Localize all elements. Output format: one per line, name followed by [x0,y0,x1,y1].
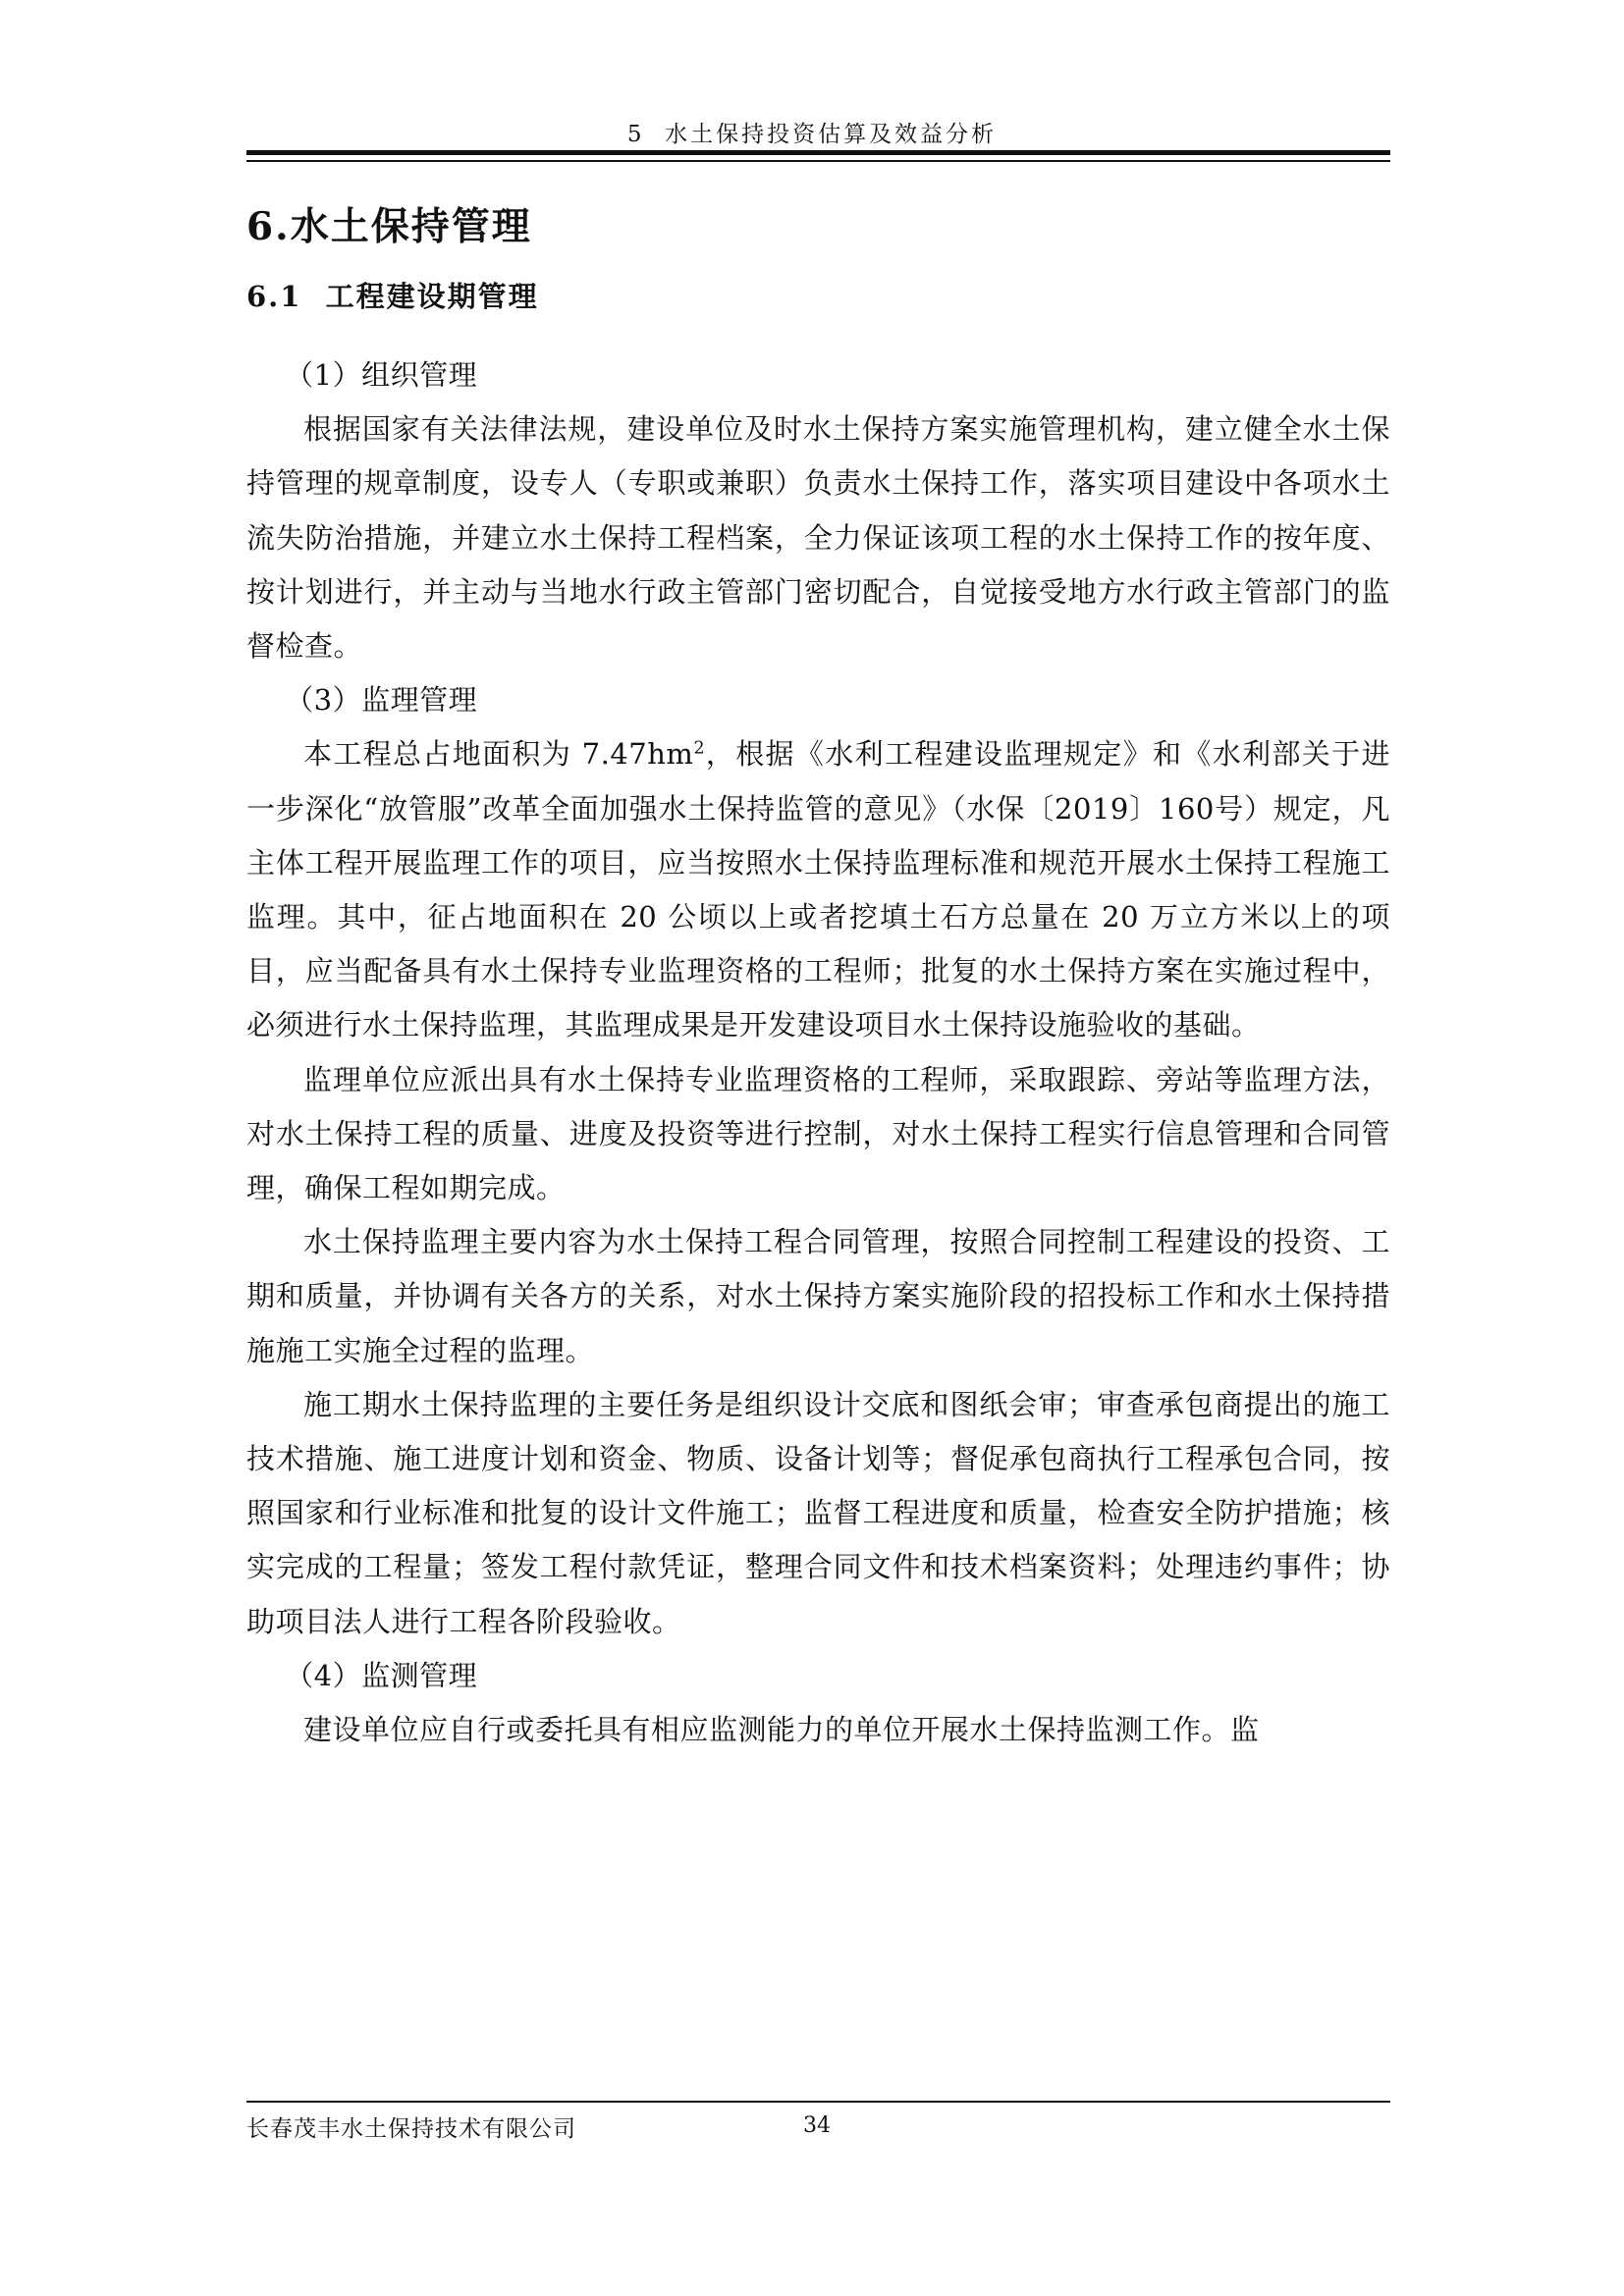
footer-company-name: 长春茂丰水土保持技术有限公司 [246,2116,576,2142]
header-chapter-title: 5 水土保持投资估算及效益分析 [626,122,998,147]
paragraph-monitoring-heading: （4）监测管理 [285,1658,478,1692]
paragraph-supervision-area [246,727,1390,1052]
area-text: 本工程总占地面积为 7.47hm [303,737,694,772]
document-body [246,348,1390,1757]
section-title: 6.水土保持管理 [246,204,532,249]
page-number: 34 [803,2113,831,2138]
paragraph-org-management: 根据国家有关法律法规，建设单位及时水土保持方案实施管理机构，建立健全水土保持管理的规章制度，设专人（专职或兼职）负责水土保持工作，落实项目建设中各项水土流失防治措施，并建立水土保持工程档案，全力保证该项工程的水土保持工作的按年度、按计划进行，并主动与当地水行政主管部门密切配合，自觉接受地方水行政主管部门的监督检查。 [246,412,1390,664]
paragraph-supervisor-assignment: 监理单位应派出具有水土保持专业监理资格的工程师，采取跟踪、旁站等监理方法，对水土保持工程的质量、进度及投资等进行控制，对水土保持工程实行信息管理和合同管理，确保工程如期完成。 [246,1062,1390,1205]
paragraph-supervision-heading: （3）监理管理 [285,683,478,718]
header-rule-thin [246,160,1390,162]
regulation-text: ，根据《水利工程建设监理规定》和《水利部关于进一步深化“放管服”改革全面加强水土保持监管的意见》（水保〔2019〕160号）规定，凡主体工程开展监理工作的项目，应当按照水土保持监理标准和规范开展水土保持工程施工监理。其中，征占地面积在 20 公顷以上或者挖填土石方总量在 20 万立方米以上的项目，应当配备具有水土保持专业监理资格的工程师；批复的水土保持方案在实施过程中，必须进行水土保持监理，其监理成果是开发建设项目水土保持设施验收的基础。 [246,737,1390,1042]
subsection-title: 6.1 工程建设期管理 [246,280,539,313]
header-rule-thick [246,150,1390,155]
area-unit-superscript: 2 [693,738,706,759]
paragraph-org-management-heading: （1）组织管理 [285,358,478,392]
paragraph-monitoring: 建设单位应自行或委托具有相应监测能力的单位开展水土保持监测工作。监 [303,1713,1260,1747]
paragraph-supervision-content: 水土保持监理主要内容为水土保持工程合同管理，按照合同控制工程建设的投资、工期和质量，并协调有关各方的关系，对水土保持方案实施阶段的招投标工作和水土保持措施施工实施全过程的监理。 [246,1225,1390,1367]
footer-rule [246,2101,1390,2103]
paragraph-construction-supervision: 施工期水土保持监理的主要任务是组织设计交底和图纸会审；审查承包商提出的施工技术措施、施工进度计划和资金、物质、设备计划等；督促承包商执行工程承包合同，按照国家和行业标准和批复的设计文件施工；监督工程进度和质量，检查安全防护措施；核实完成的工程量；签发工程付款凭证，整理合同文件和技术档案资料；处理违约事件；协助项目法人进行工程各阶段验收。 [246,1387,1390,1638]
